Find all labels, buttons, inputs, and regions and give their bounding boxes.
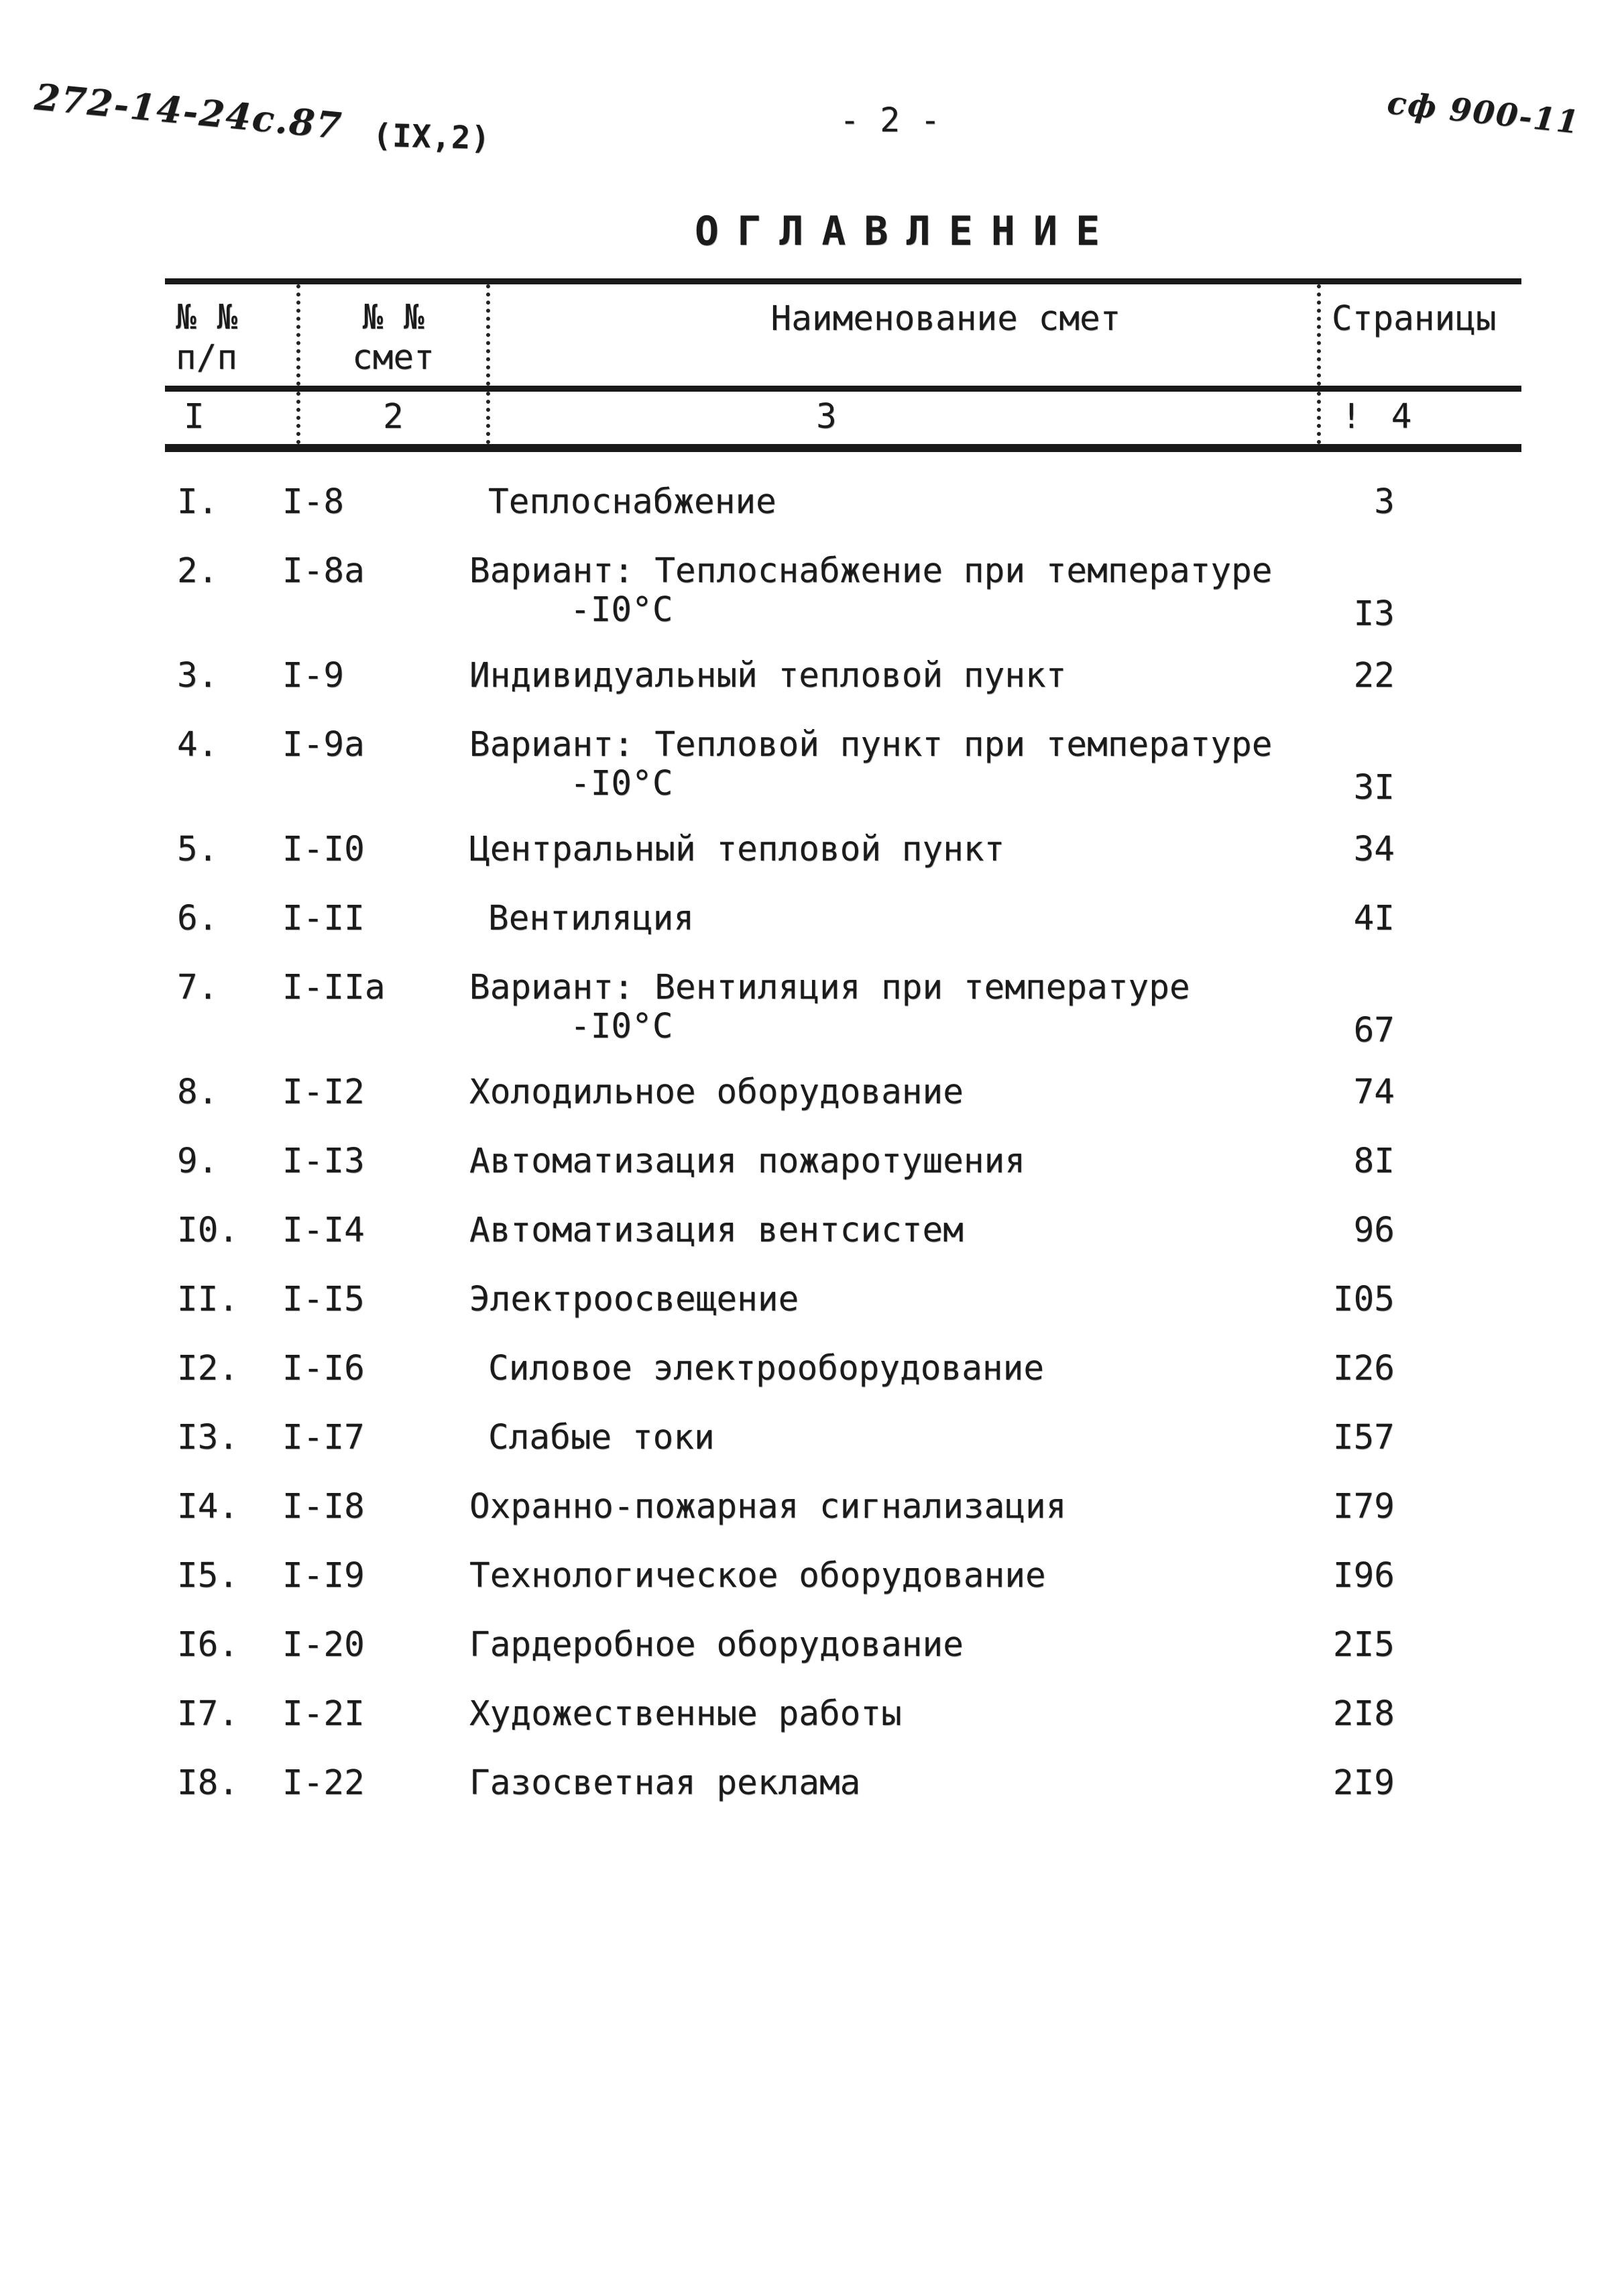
col-index-3: 3 [486,392,1317,444]
table-rule-mid [165,386,1521,392]
row-name-line1: Слабые токи [488,1418,715,1457]
row-name [433,830,1314,869]
row-name [433,726,1314,803]
row-name [433,1142,1314,1181]
row-smeta-number: I-II [282,899,365,938]
row-name-line1: Художественные работы [469,1694,902,1734]
toc-row [165,1142,1521,1181]
row-num: II. [177,1280,239,1319]
row-page-number: 8I [1353,1142,1395,1181]
col-index-4-prefix: ! [1341,397,1362,437]
toc-row [165,1488,1521,1527]
col-header-pages: Страницы [1317,284,1521,386]
row-name [433,1626,1314,1665]
row-smeta-number: I-2I [282,1694,365,1734]
row-num: 4. [177,725,219,765]
col-index-1: I [184,397,205,437]
toc-row [165,1211,1521,1250]
row-smeta-number: I-I0 [282,830,365,869]
row-num: 7. [177,968,219,1007]
row-name-line1: Вариант: Вентиляция при температуре [469,968,1190,1007]
row-page-number: 3 [1374,482,1395,522]
row-smeta-number: I-20 [282,1625,365,1665]
row-name [433,552,1314,630]
toc-rows [165,483,1521,1803]
row-page-number: I79 [1332,1487,1395,1527]
row-page-number: 34 [1353,830,1395,869]
toc-row [165,830,1521,869]
row-num: I7. [177,1694,239,1734]
row-num: I5. [177,1556,239,1596]
row-smeta-number: I-8а [282,551,365,591]
row-name-line1: Охранно-пожарная сигнализация [469,1487,1067,1527]
row-name-line1: Теплоснабжение [488,482,776,522]
row-page-number: 3I [1353,768,1395,808]
row-name [433,1211,1314,1250]
row-page-number: 96 [1353,1211,1395,1250]
table-rule-bottom [165,444,1521,452]
row-name-line2: -I0°С [570,590,673,630]
row-name-line1: Вариант: Тепловой пункт при температуре [469,725,1273,765]
row-smeta-number: I-I4 [282,1211,365,1250]
column-index-row [165,392,1521,444]
row-name [433,1764,1314,1803]
page-number-label: - 2 - [839,101,941,140]
col-header-name: Наименование смет [486,284,1317,386]
toc-row [165,1557,1521,1596]
row-name [433,1557,1314,1596]
row-num: I. [177,482,219,522]
row-page-number: I05 [1332,1280,1395,1319]
row-num: I8. [177,1763,239,1803]
table-header-row [165,284,1521,386]
row-smeta-number: I-I5 [282,1280,365,1319]
row-name-line1: Автоматизация вентсистем [469,1211,964,1250]
toc-row [165,1695,1521,1734]
row-name-line1: Технологическое оборудование [469,1556,1046,1596]
row-page-number: 67 [1353,1011,1395,1050]
row-name [433,657,1314,696]
row-name-line1: Автоматизация пожаротушения [469,1142,1026,1181]
row-num: I6. [177,1625,239,1665]
row-num: I0. [177,1211,239,1250]
row-name-line1: Вентиляция [488,899,695,938]
row-name-line1: Газосветная реклама [469,1763,861,1803]
row-name-line1: Силовое электрооборудование [488,1349,1045,1388]
row-smeta-number: I-9а [282,725,365,765]
doc-ref-text: (IX,2) [371,117,491,158]
row-name [433,1349,1314,1388]
row-name [433,899,1314,938]
toc-row [165,1073,1521,1112]
row-num: I3. [177,1418,239,1457]
toc-row [165,1764,1521,1803]
row-smeta-number: I-I8 [282,1487,365,1527]
handwritten-doc-number [33,75,492,162]
row-name [433,968,1314,1046]
col-header-num: № № п/п [176,298,238,378]
row-num: I4. [177,1487,239,1527]
toc-row [165,483,1521,522]
row-page-number: 22 [1353,656,1395,696]
col-index-2: 2 [296,392,486,444]
toc-row [165,1626,1521,1665]
toc-row [165,551,1521,634]
toc-row [165,657,1521,696]
row-page-number: I96 [1332,1556,1395,1596]
col-header-smeta: № № смет [296,284,486,386]
row-name [433,1488,1314,1527]
row-page-number: I3 [1353,594,1395,634]
row-num: 3. [177,656,219,696]
row-smeta-number: I-I2 [282,1072,365,1112]
toc-table [165,278,1521,1833]
toc-row [165,725,1521,808]
toc-row [165,1280,1521,1319]
row-name-line1: Гардеробное оборудование [469,1625,964,1665]
row-smeta-number: I-I6 [282,1349,365,1388]
row-smeta-number: I-I7 [282,1418,365,1457]
row-name [433,1280,1314,1319]
row-page-number: 2I5 [1332,1625,1395,1665]
col-index-4 [1317,392,1521,444]
row-name-line2: -I0°С [570,1007,673,1046]
toc-row [165,1419,1521,1457]
row-num: 5. [177,830,219,869]
row-name-line1: Электроосвещение [469,1280,799,1319]
toc-row [165,1349,1521,1388]
row-name [433,1695,1314,1734]
row-page-number: 2I9 [1332,1763,1395,1803]
row-page-number: 74 [1353,1072,1395,1112]
row-smeta-number: I-IIа [282,968,386,1007]
row-name-line1: Холодильное оборудование [469,1072,964,1112]
row-num: 6. [177,899,219,938]
row-name-line1: Индивидуальный тепловой пункт [469,656,1067,696]
row-name [433,1419,1314,1457]
row-page-number: 2I8 [1332,1694,1395,1734]
row-page-number: 4I [1353,899,1395,938]
row-page-number: I57 [1332,1418,1395,1457]
row-smeta-number: I-I9 [282,1556,365,1596]
row-num: I2. [177,1349,239,1388]
toc-row [165,899,1521,938]
row-name-line1: Вариант: Теплоснабжение при температуре [469,551,1273,591]
toc-row [165,968,1521,1050]
row-num: 8. [177,1072,219,1112]
row-name-line2: -I0°С [570,764,673,803]
doc-number-text: 272-14-24с.87 [32,75,345,148]
row-name [433,483,1314,522]
handwritten-stamp: сф 900-11 [1385,85,1582,142]
col-index-4-number: 4 [1391,397,1412,437]
row-num: 2. [177,551,219,591]
table-rule-top [165,278,1521,284]
row-smeta-number: I-9 [282,656,345,696]
row-page-number: I26 [1332,1349,1395,1388]
row-smeta-number: I-8 [282,482,345,522]
toc-title: ОГЛАВЛЕНИЕ [695,208,1118,255]
row-smeta-number: I-I3 [282,1142,365,1181]
row-num: 9. [177,1142,219,1181]
row-smeta-number: I-22 [282,1763,365,1803]
row-name-line1: Центральный тепловой пункт [469,830,1005,869]
row-name [433,1073,1314,1112]
